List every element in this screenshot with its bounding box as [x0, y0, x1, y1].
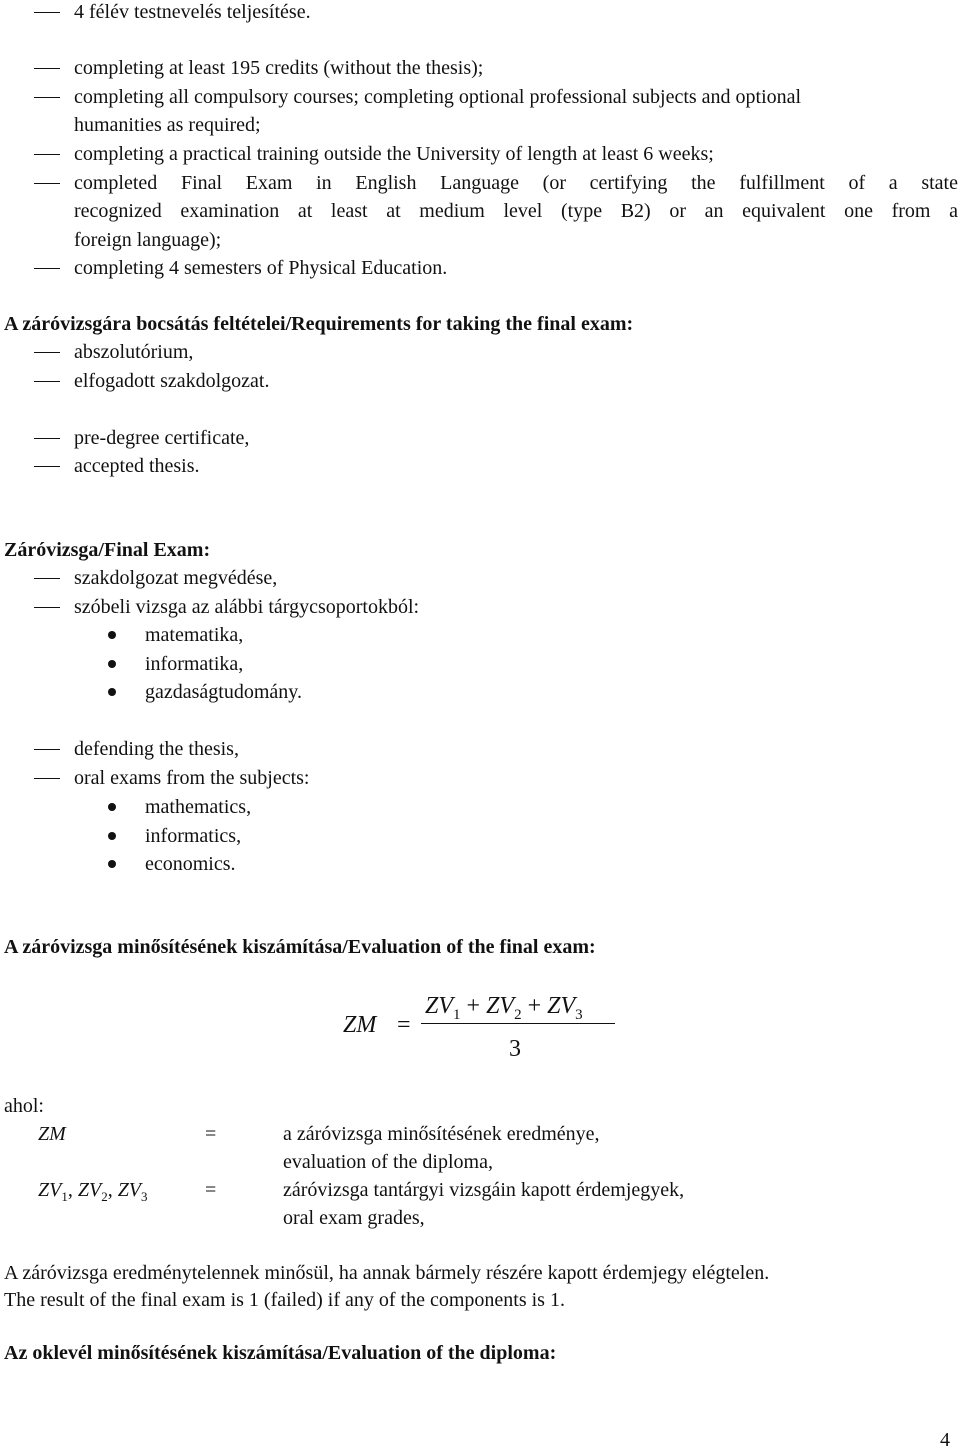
bullet-marker [108, 803, 116, 811]
bullet-marker [108, 631, 116, 639]
definition-text: a záróvizsga minősítésének eredménye, [283, 1123, 600, 1145]
list-item-continuation: humanities as required; [74, 114, 261, 136]
bullet-marker [108, 832, 116, 840]
bullet-item-text: mathematics, [145, 796, 252, 818]
section-heading: Az oklevél minősítésének kiszámítása/Evaluation of the diploma: [4, 1342, 557, 1364]
list-item-text: 4 félév testnevelés teljesítése. [74, 1, 311, 23]
bullet-marker [108, 660, 116, 668]
section-heading: Záróvizsga/Final Exam: [4, 539, 211, 561]
list-item-continuation: foreign language); [74, 229, 222, 251]
term-subscript: 3 [141, 1189, 148, 1204]
formula-subscript: 3 [575, 1006, 583, 1023]
where-label: ahol: [4, 1095, 44, 1117]
term-zv: ZV [77, 1179, 102, 1201]
formula-subscript: 2 [514, 1006, 522, 1023]
formula-numerator [425, 993, 583, 1024]
dash-marker [34, 68, 60, 69]
formula-subscript: 1 [453, 1006, 461, 1023]
list-item-text: defending the thesis, [74, 738, 239, 760]
bullet-item-text: gazdaságtudomány. [145, 681, 302, 703]
list-item-text: accepted thesis. [74, 455, 200, 477]
term-separator: , [67, 1179, 78, 1201]
formula-term: ZV [425, 993, 454, 1019]
list-item-text: completing all compulsory courses; completing optional professional subjects and optional [74, 86, 802, 108]
formula-term: ZV [547, 993, 576, 1019]
definition-term [38, 1178, 148, 1202]
definition-text: evaluation of the diploma, [283, 1151, 493, 1173]
bullet-item-text: matematika, [145, 624, 244, 646]
formula-term: ZV [486, 993, 515, 1019]
bullet-marker [108, 860, 116, 868]
list-item-text: completing a practical training outside the University of length at least 6 weeks; [74, 143, 714, 165]
list-item-text: recognized examination at least at medium level (type B2) or an equivalent one from a [74, 200, 958, 222]
dash-marker [34, 578, 60, 579]
bullet-item-text: informatics, [145, 825, 242, 847]
dash-marker [34, 607, 60, 608]
definition-term: ZM [38, 1123, 66, 1145]
section-heading: A záróvizsga minősítésének kiszámítása/Evaluation of the final exam: [4, 936, 596, 958]
dash-marker [34, 352, 60, 353]
term-subscript: 2 [101, 1189, 108, 1204]
definition-equals: = [205, 1123, 217, 1145]
list-item-text: elfogadott szakdolgozat. [74, 370, 270, 392]
dash-marker [34, 438, 60, 439]
bullet-item-text: informatika, [145, 653, 244, 675]
formula-plus: + [527, 993, 542, 1019]
dash-marker [34, 268, 60, 269]
list-item-text: pre-degree certificate, [74, 427, 250, 449]
page-number: 4 [940, 1429, 950, 1451]
formula-denominator: 3 [509, 1036, 521, 1062]
fraction-bar [421, 1023, 615, 1024]
list-item-text: completed Final Exam in English Language (or certifying the fulfillment of a state [74, 172, 958, 194]
definition-text: oral exam grades, [283, 1207, 425, 1229]
section-heading: A záróvizsgára bocsátás feltételei/Requirements for taking the final exam: [4, 313, 634, 335]
dash-marker [34, 97, 60, 98]
list-item-text: completing at least 195 credits (without the thesis); [74, 57, 484, 79]
list-item-text: szóbeli vizsga az alábbi tárgycsoportokból: [74, 596, 420, 618]
dash-marker [34, 381, 60, 382]
list-item-text: oral exams from the subjects: [74, 767, 310, 789]
list-item-text: completing 4 semesters of Physical Education. [74, 257, 448, 279]
dash-marker [34, 749, 60, 750]
definition-equals: = [205, 1179, 217, 1201]
list-item-text: szakdolgozat megvédése, [74, 567, 278, 589]
definition-text: záróvizsga tantárgyi vizsgáin kapott érdemjegyek, [283, 1179, 685, 1201]
list-item-text: abszolutórium, [74, 341, 194, 363]
bullet-item-text: economics. [145, 853, 236, 875]
dash-marker [34, 778, 60, 779]
dash-marker [34, 154, 60, 155]
formula-plus: + [466, 993, 481, 1019]
formula-equals: = [397, 1012, 411, 1038]
term-zv: ZV [117, 1179, 142, 1201]
term-subscript: 1 [61, 1189, 68, 1204]
dash-marker [34, 12, 60, 13]
paragraph: The result of the final exam is 1 (failed) if any of the components is 1. [4, 1289, 565, 1311]
term-separator: , [107, 1179, 118, 1201]
dash-marker [34, 183, 60, 184]
bullet-marker [108, 688, 116, 696]
term-zv: ZV [38, 1179, 62, 1201]
formula-lhs: ZM [343, 1012, 377, 1038]
paragraph: A záróvizsga eredménytelennek minősül, ha annak bármely részére kapott érdemjegy elégtelen. [4, 1262, 770, 1284]
dash-marker [34, 466, 60, 467]
